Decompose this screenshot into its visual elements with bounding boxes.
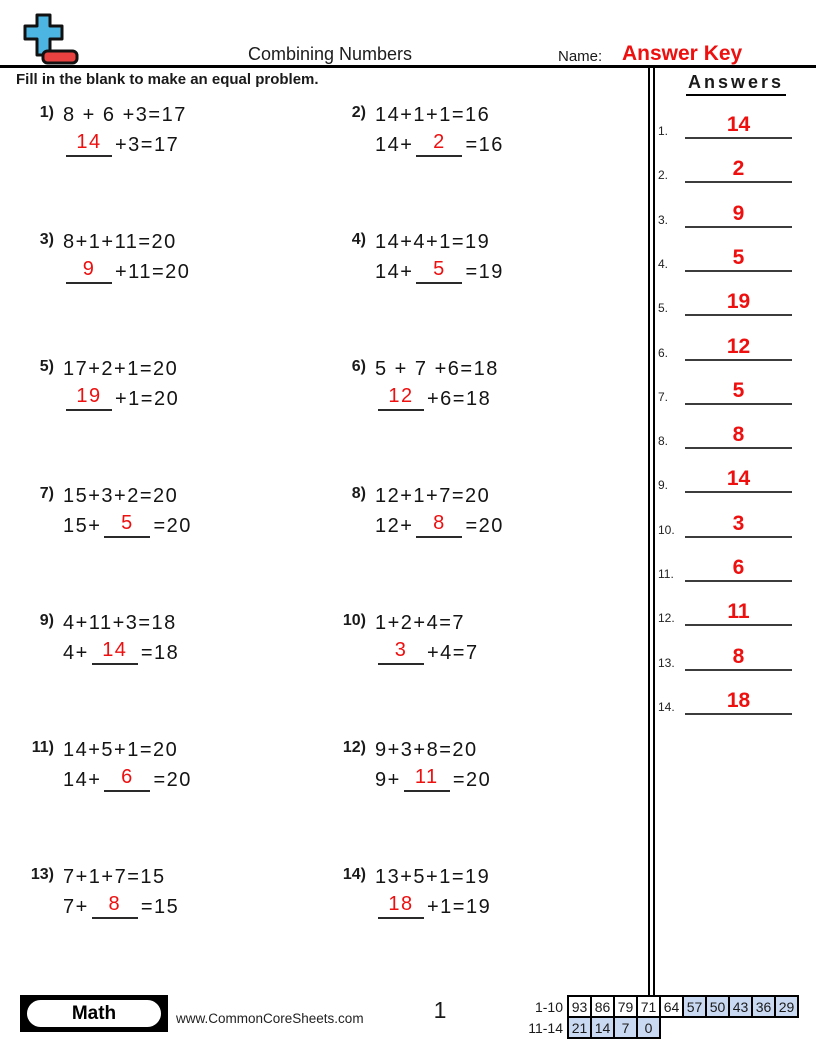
score-cell: 21 — [567, 1016, 592, 1039]
equation-prefix: 7+ — [63, 896, 89, 918]
answer-value: 9 — [685, 203, 792, 228]
answer-number: 14. — [658, 699, 675, 714]
problem-6 — [326, 357, 499, 411]
answer-value: 6 — [685, 557, 792, 582]
equation-suffix: =18 — [140, 642, 180, 664]
problem-number: 9) — [39, 612, 54, 629]
answer-number: 13. — [658, 655, 675, 670]
answer-blank: 8 — [92, 892, 138, 919]
answer-value: 11 — [685, 601, 792, 626]
answer-item-8 — [656, 415, 792, 449]
answer-value: 5 — [685, 247, 792, 272]
problem-8 — [326, 484, 504, 538]
answer-item-12 — [656, 592, 792, 626]
score-cell: 71 — [636, 995, 661, 1018]
answer-value: 19 — [685, 291, 792, 316]
problem-body — [375, 865, 491, 919]
problem-3 — [14, 230, 190, 284]
equation-original: 12+1+7=20 — [375, 485, 491, 507]
answer-item-2 — [656, 149, 792, 183]
equation-original: 8+1+11=20 — [63, 231, 177, 253]
answer-blank: 2 — [416, 130, 462, 157]
problem-body — [63, 738, 192, 792]
answer-item-13 — [656, 637, 792, 671]
answer-number: 1. — [658, 124, 669, 138]
problem-number: 6) — [351, 358, 366, 375]
answer-value: 8 — [685, 646, 792, 671]
problem-body — [63, 357, 179, 411]
equation-suffix: =15 — [140, 896, 180, 918]
equation-suffix: +1=20 — [115, 388, 180, 410]
problem-13 — [14, 865, 179, 919]
answer-key-label: Answer Key — [622, 42, 743, 65]
problem-number: 8) — [351, 485, 366, 502]
equation-suffix: +11=20 — [115, 261, 191, 283]
problem-body — [375, 738, 491, 792]
score-cell: 29 — [774, 995, 799, 1018]
answer-blank: 5 — [416, 257, 462, 284]
equation-suffix: +1=19 — [427, 896, 492, 918]
equation-suffix: =20 — [153, 769, 192, 791]
answers-heading: Answers — [656, 72, 816, 96]
answer-number: 3. — [658, 212, 669, 227]
score-cell: 36 — [751, 995, 776, 1018]
problem-body — [375, 230, 504, 284]
equation-original: 14+5+1=20 — [63, 739, 179, 761]
equation-original: 13+5+1=19 — [375, 866, 491, 888]
equation-prefix: 9+ — [375, 769, 401, 791]
equation-with-blank — [375, 384, 499, 411]
equation-prefix: 14+ — [375, 261, 414, 283]
equation-with-blank — [63, 130, 187, 157]
equation-prefix: 14+ — [375, 134, 414, 156]
website-link[interactable]: www.CommonCoreSheets.com — [176, 1011, 364, 1026]
problem-body — [375, 357, 499, 411]
equation-original: 8 + 6 +3=17 — [63, 104, 187, 126]
page-number: 1 — [433, 997, 447, 1023]
problem-body — [375, 611, 479, 665]
score-range-label: 11-14 — [528, 1019, 563, 1036]
problem-number: 14) — [342, 866, 366, 883]
answer-item-5 — [656, 282, 792, 316]
answers-divider — [648, 68, 655, 995]
answer-value: 5 — [685, 380, 792, 405]
score-table-row-1 — [517, 995, 799, 1018]
answer-number: 10. — [658, 522, 675, 537]
equation-with-blank — [375, 511, 504, 538]
answer-number: 2. — [658, 168, 669, 183]
problem-number: 2) — [351, 104, 366, 121]
answer-value: 14 — [685, 468, 792, 493]
problem-5 — [14, 357, 179, 411]
problem-7 — [14, 484, 192, 538]
answer-blank: 18 — [378, 892, 424, 919]
answer-blank: 5 — [104, 511, 150, 538]
answer-number: 6. — [658, 345, 669, 360]
score-cell: 50 — [705, 995, 730, 1018]
answer-item-9 — [656, 459, 792, 493]
equation-suffix: =20 — [452, 769, 492, 791]
answer-number: 12. — [658, 611, 675, 626]
problem-number: 11) — [31, 739, 54, 756]
answer-item-11 — [656, 548, 792, 582]
equation-with-blank — [375, 130, 504, 157]
answer-item-10 — [656, 504, 792, 538]
answer-number: 8. — [658, 434, 669, 449]
score-table-row-2 — [517, 1016, 661, 1039]
equation-suffix: =20 — [465, 515, 504, 537]
equation-with-blank — [375, 892, 491, 919]
equation-prefix: 4+ — [63, 642, 89, 664]
equation-with-blank — [63, 892, 179, 919]
answer-number: 5. — [658, 301, 669, 316]
problem-number: 3) — [39, 231, 54, 248]
score-cell: 79 — [613, 995, 638, 1018]
equation-original: 4+11+3=18 — [63, 612, 177, 634]
problem-12 — [326, 738, 491, 792]
problem-body — [375, 103, 504, 157]
problem-9 — [14, 611, 179, 665]
answer-blank: 8 — [416, 511, 462, 538]
problem-body — [63, 230, 190, 284]
equation-suffix: =16 — [465, 134, 504, 156]
score-range-label: 1-10 — [534, 998, 563, 1015]
answer-blank: 12 — [378, 384, 424, 411]
equation-prefix: 12+ — [375, 515, 414, 537]
problem-number: 10) — [342, 612, 366, 629]
equation-original: 5 + 7 +6=18 — [375, 358, 499, 380]
equation-original: 9+3+8=20 — [375, 739, 478, 761]
equation-original: 15+3+2=20 — [63, 485, 179, 507]
score-cell: 7 — [613, 1016, 638, 1039]
equation-with-blank — [63, 384, 179, 411]
answer-number: 4. — [658, 256, 669, 271]
equation-original: 1+2+4=7 — [375, 612, 466, 634]
page-title: Combining Numbers — [247, 44, 413, 64]
answer-number: 11. — [658, 567, 674, 581]
answer-number: 9. — [658, 478, 669, 493]
problem-4 — [326, 230, 504, 284]
answer-blank: 3 — [378, 638, 424, 665]
problem-11 — [14, 738, 192, 792]
equation-with-blank — [63, 638, 179, 665]
problem-body — [63, 103, 187, 157]
equation-prefix: 15+ — [63, 515, 102, 537]
name-label: Name: — [558, 48, 603, 65]
equation-original: 17+2+1=20 — [63, 358, 179, 380]
answer-value: 12 — [685, 336, 792, 361]
score-cell: 43 — [728, 995, 753, 1018]
answer-blank: 11 — [404, 765, 450, 792]
answer-item-14 — [656, 681, 792, 715]
score-cell: 64 — [659, 995, 684, 1018]
header-rule — [0, 65, 816, 68]
problem-number: 13) — [30, 866, 54, 883]
problem-body — [63, 865, 179, 919]
answer-value: 18 — [685, 690, 792, 715]
subject-badge — [20, 995, 168, 1032]
problem-body — [375, 484, 504, 538]
score-cell: 14 — [590, 1016, 615, 1039]
answer-value: 3 — [685, 513, 792, 538]
answer-value: 8 — [685, 424, 792, 449]
answer-number: 7. — [658, 389, 669, 404]
equation-with-blank — [63, 765, 192, 792]
equation-suffix: +4=7 — [427, 642, 479, 664]
problem-body — [63, 484, 192, 538]
score-cell: 93 — [567, 995, 592, 1018]
answer-item-4 — [656, 238, 792, 272]
problem-14 — [326, 865, 491, 919]
equation-suffix: +3=17 — [115, 134, 180, 156]
equation-suffix: +6=18 — [427, 388, 492, 410]
answer-blank: 19 — [66, 384, 112, 411]
problem-number: 4) — [351, 231, 366, 248]
problem-number: 5) — [39, 358, 54, 375]
score-cell: 86 — [590, 995, 615, 1018]
equation-original: 14+1+1=16 — [375, 104, 491, 126]
answer-blank: 14 — [66, 130, 112, 157]
equation-original: 7+1+7=15 — [63, 866, 166, 888]
answer-blank: 9 — [66, 257, 112, 284]
score-cell: 0 — [636, 1016, 661, 1039]
answer-item-7 — [656, 371, 792, 405]
problem-number: 12) — [342, 739, 366, 756]
answer-value: 14 — [685, 114, 792, 139]
problem-2 — [326, 103, 504, 157]
equation-with-blank — [375, 257, 504, 284]
score-cell: 57 — [682, 995, 707, 1018]
answer-item-3 — [656, 194, 792, 228]
answer-value: 2 — [685, 158, 792, 183]
equation-suffix: =20 — [153, 515, 192, 537]
instruction-text: Fill in the blank to make an equal problem. — [16, 71, 319, 88]
answer-blank: 6 — [104, 765, 150, 792]
equation-with-blank — [375, 638, 479, 665]
equation-prefix: 14+ — [63, 769, 102, 791]
problem-1 — [14, 103, 187, 157]
equation-with-blank — [375, 765, 491, 792]
answer-blank: 14 — [92, 638, 138, 665]
problem-10 — [326, 611, 479, 665]
equation-suffix: =19 — [465, 261, 504, 283]
problem-body — [63, 611, 179, 665]
answer-item-6 — [656, 327, 792, 361]
answer-item-1 — [656, 105, 792, 139]
problem-number: 1) — [39, 104, 54, 121]
problem-number: 7) — [39, 485, 54, 502]
equation-original: 14+4+1=19 — [375, 231, 491, 253]
subject-label: Math — [27, 1000, 161, 1027]
equation-with-blank — [63, 257, 190, 284]
equation-with-blank — [63, 511, 192, 538]
